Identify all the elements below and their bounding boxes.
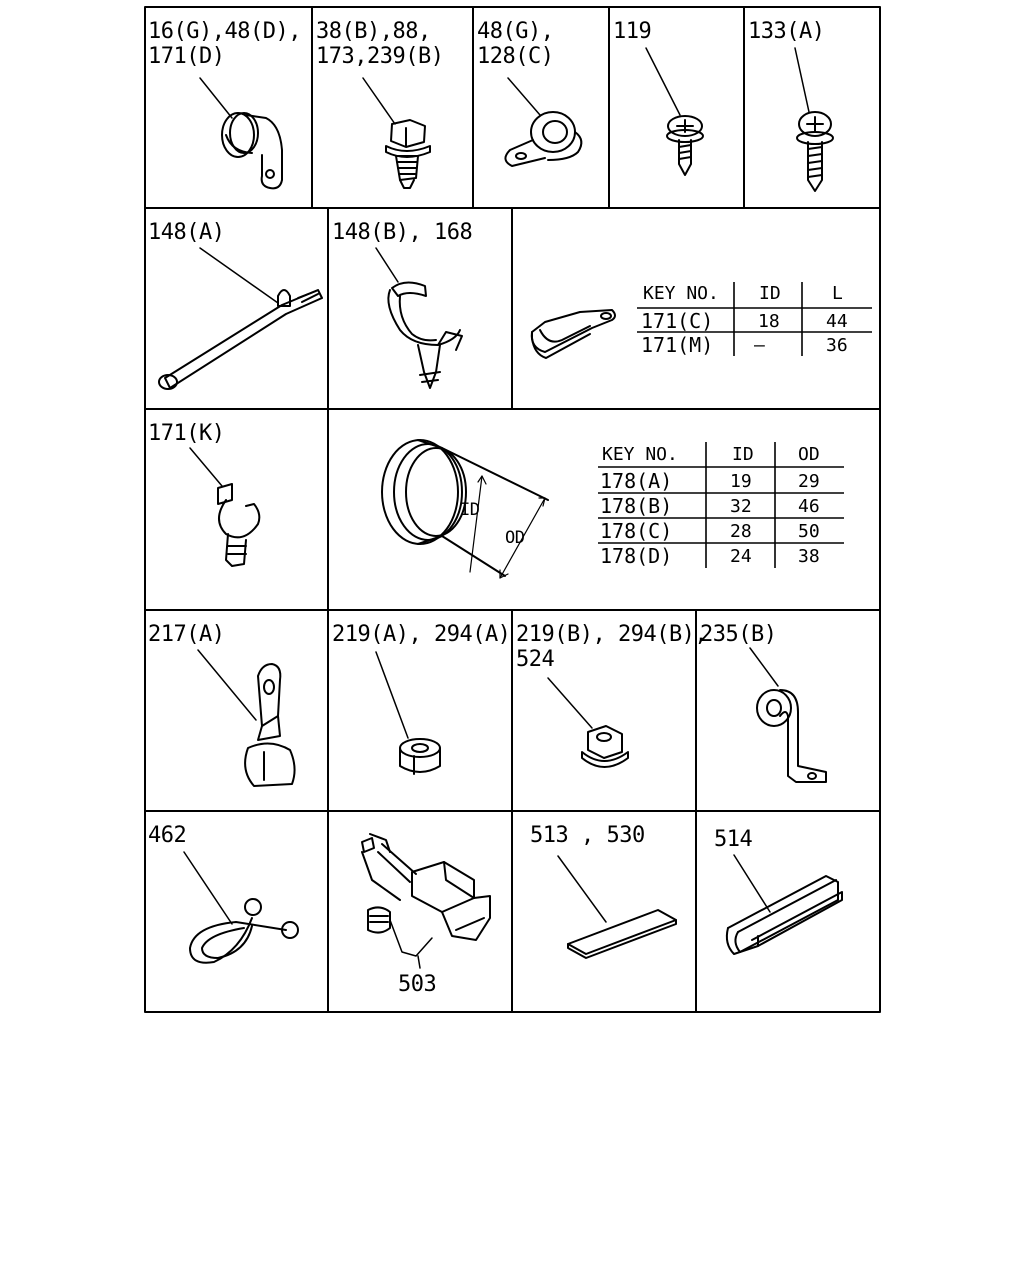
table-178-row-key: 178(C) <box>600 519 673 543</box>
table-178-header-od: OD <box>798 444 820 465</box>
table-178-row-id: 24 <box>730 546 752 567</box>
label-line: 514 <box>714 827 753 852</box>
table-178-row-key: 178(D) <box>600 544 673 568</box>
label-line: 171(D) <box>148 44 225 69</box>
table-178-row-key: 178(A) <box>600 469 673 493</box>
table-171-row-l: 44 <box>826 311 848 332</box>
label-line: 148(B), 168 <box>332 220 473 245</box>
label-line: 16(G),48(D), <box>148 19 301 44</box>
label-line: 462 <box>148 823 187 848</box>
label-line: 524 <box>516 647 555 672</box>
table-171-row-l: 36 <box>826 335 848 356</box>
dimension-id-label: ID <box>460 500 480 520</box>
table-178-row-od: 29 <box>798 471 820 492</box>
table-171-header-id: ID <box>759 283 781 304</box>
label-line: 219(A), 294(A) <box>332 622 511 647</box>
label-line: 235(B) <box>700 622 777 647</box>
table-178-row-id: 32 <box>730 496 752 517</box>
label-line: 133(A) <box>748 19 825 44</box>
table-171-row-id: 18 <box>758 311 780 332</box>
table-178-row-key: 178(B) <box>600 494 673 518</box>
table-171-row-key: 171(M) <box>641 333 714 357</box>
table-171-header-key: KEY NO. <box>643 283 719 304</box>
table-171-header-l: L <box>832 283 843 304</box>
table-171-row-id: — <box>754 335 765 356</box>
table-178-header-id: ID <box>732 444 754 465</box>
label-line: 503 <box>398 972 437 997</box>
table-178-row-id: 19 <box>730 471 752 492</box>
label-line: 173,239(B) <box>316 44 444 69</box>
table-178-row-id: 28 <box>730 521 752 542</box>
label-line: 148(A) <box>148 220 225 245</box>
table-178-row-od: 38 <box>798 546 820 567</box>
table-178-header-key: KEY NO. <box>602 444 678 465</box>
label-line: 119 <box>613 19 652 44</box>
table-178-row-od: 46 <box>798 496 820 517</box>
dimension-od-label: OD <box>505 528 525 548</box>
label-line: 48(G), <box>477 19 554 44</box>
label-line: 513 , 530 <box>530 823 645 848</box>
table-171-row-key: 171(C) <box>641 309 714 333</box>
label-line: 171(K) <box>148 421 225 446</box>
label-line: 217(A) <box>148 622 225 647</box>
label-line: 128(C) <box>477 44 554 69</box>
label-line: 38(B),88, <box>316 19 431 44</box>
table-178-row-od: 50 <box>798 521 820 542</box>
label-line: 219(B), 294(B), <box>516 622 708 647</box>
